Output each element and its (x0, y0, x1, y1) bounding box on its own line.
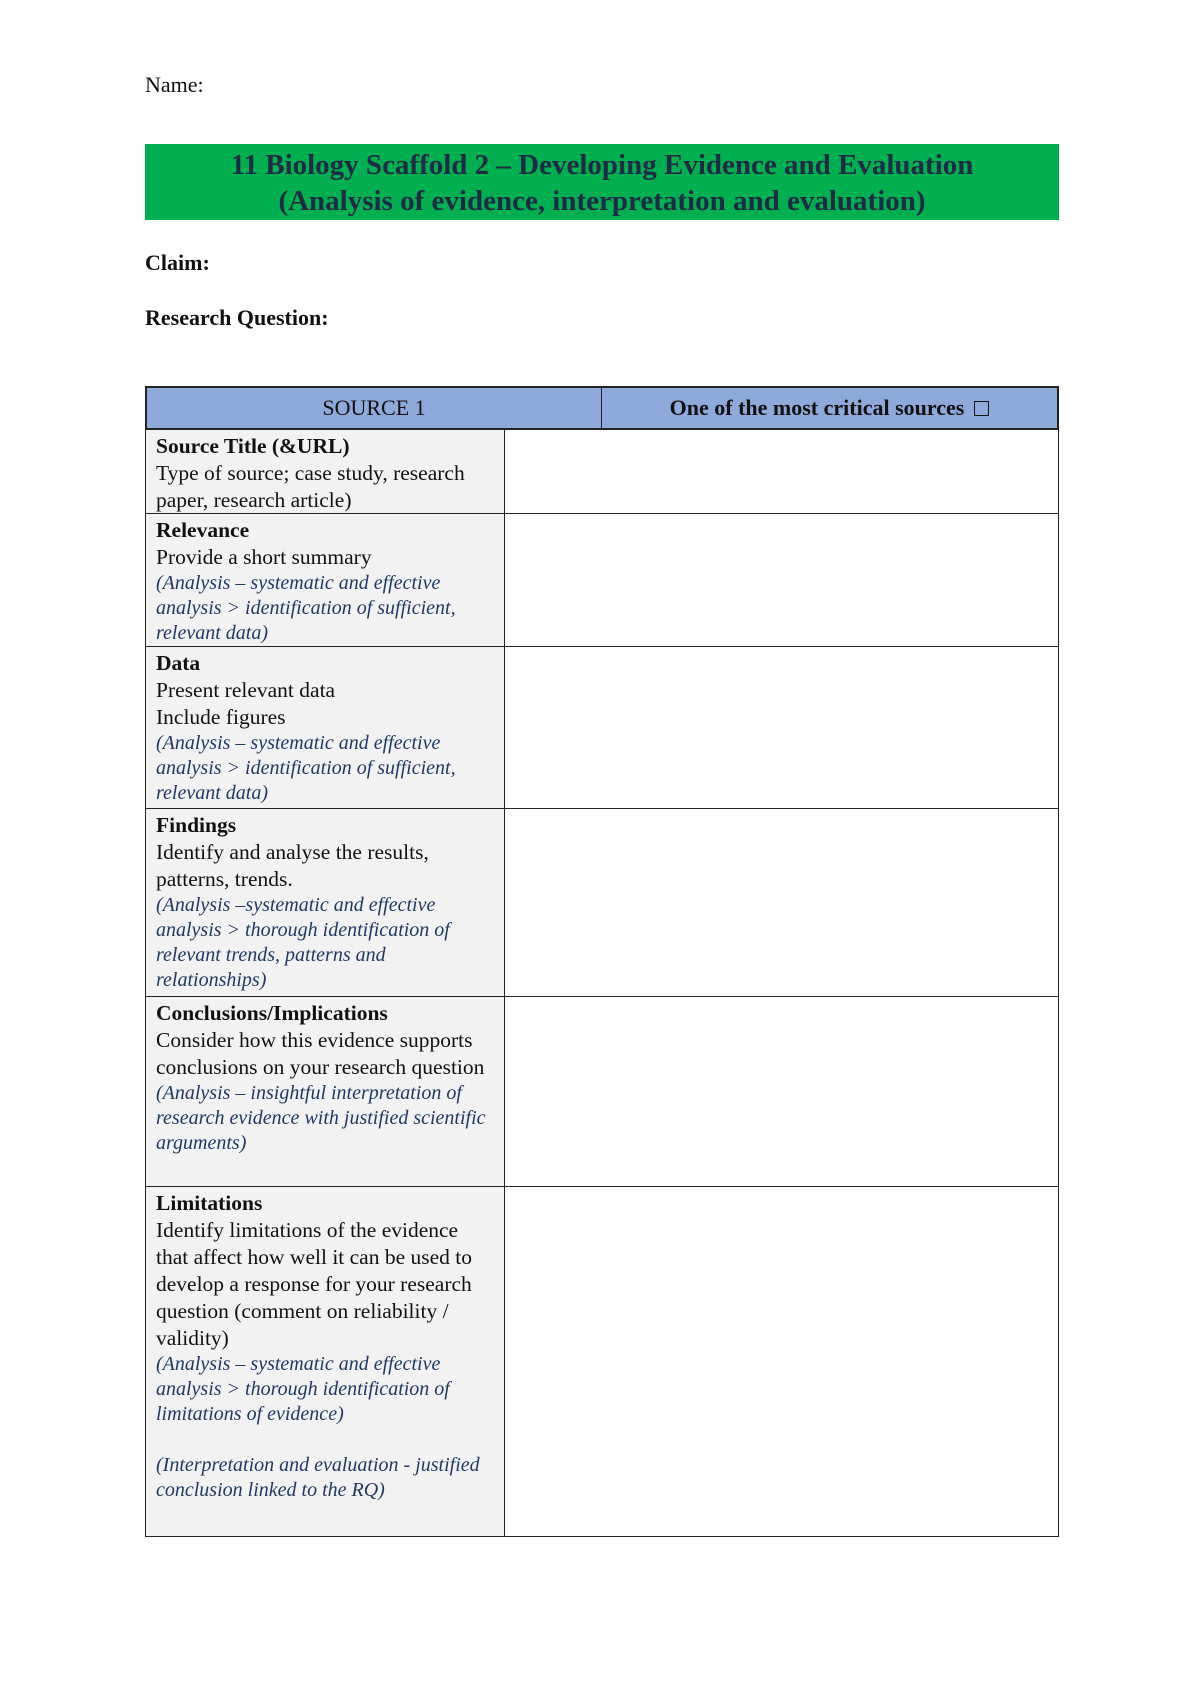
row-title: Source Title (&URL) (156, 434, 350, 458)
row-description: Type of source; case study, research paper, research article) (156, 461, 465, 512)
row-label-limitations (146, 1187, 505, 1536)
row-label-source-title (146, 430, 505, 513)
row-title: Limitations (156, 1191, 263, 1215)
row-title: Findings (156, 813, 237, 837)
table-row (146, 646, 1058, 808)
title-line-2: (Analysis of evidence, interpretation and evaluation) (278, 185, 926, 217)
table-row (146, 513, 1058, 646)
row-rubric: (Analysis – systematic and effective analysis > thorough identification of limitations of evidence) (156, 1353, 450, 1425)
conclusions-field[interactable] (505, 997, 1058, 1186)
row-label-findings (146, 809, 505, 996)
page-title (145, 144, 1059, 220)
table-row (146, 1186, 1058, 1536)
findings-field[interactable] (505, 809, 1058, 996)
table-row (146, 808, 1058, 996)
row-rubric: (Analysis –systematic and effective analysis > thorough identification of relevant trends, patterns and relationships) (156, 894, 450, 991)
relevance-field[interactable] (505, 514, 1058, 646)
row-title: Conclusions/Implications (156, 1001, 388, 1025)
name-label: Name: (145, 72, 204, 97)
row-label-conclusions (146, 997, 505, 1186)
critical-source-label: One of the most critical sources (669, 395, 965, 420)
row-rubric-secondary: (Interpretation and evaluation - justified conclusion linked to the RQ) (156, 1454, 480, 1501)
row-description: Identify limitations of the evidence that affect how well it can be used to develop a response for your research question (comment on reliability / validity) (156, 1218, 473, 1350)
row-label-data (146, 647, 505, 808)
row-description: Identify and analyse the results, patterns, trends. (156, 840, 429, 891)
row-label-relevance (146, 514, 505, 646)
source-table (145, 430, 1059, 1537)
source-header: SOURCE 1 (147, 388, 602, 428)
research-question-label: Research Question: (145, 305, 329, 330)
data-field[interactable] (505, 647, 1058, 808)
title-line-1: 11 Biology Scaffold 2 – Developing Evidence and Evaluation (230, 149, 974, 181)
critical-source-header (602, 388, 1057, 428)
row-rubric: (Analysis – systematic and effective analysis > identification of sufficient, relevant data) (156, 732, 456, 804)
row-description: Provide a short summary (156, 545, 372, 569)
row-description: Consider how this evidence supports conclusions on your research question (156, 1028, 485, 1079)
source-title-field[interactable] (505, 430, 1058, 513)
row-title: Relevance (156, 518, 250, 542)
row-description: Present relevant data Include figures (156, 678, 336, 729)
row-rubric: (Analysis – systematic and effective analysis > identification of sufficient, relevant data) (156, 572, 456, 644)
ballot-box-icon[interactable] (974, 401, 989, 416)
claim-label: Claim: (145, 250, 210, 275)
table-row (146, 430, 1058, 513)
row-rubric: (Analysis – insightful interpretation of research evidence with justified scientific arguments) (156, 1082, 486, 1154)
table-header (145, 386, 1059, 430)
limitations-field[interactable] (505, 1187, 1058, 1536)
table-row (146, 996, 1058, 1186)
row-title: Data (156, 651, 201, 675)
